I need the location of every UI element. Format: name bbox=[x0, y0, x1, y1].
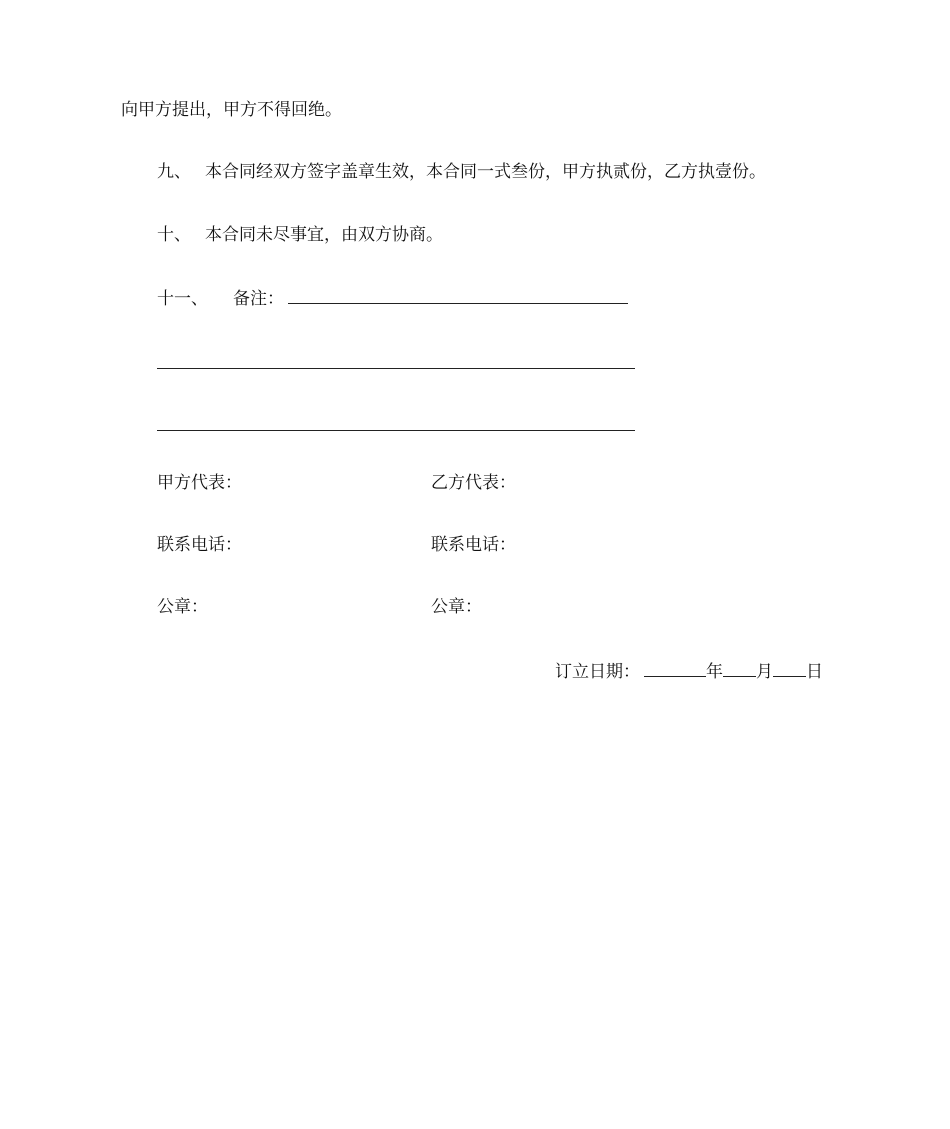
remarks-label: 备注： bbox=[233, 289, 284, 309]
remarks-blank-line-3[interactable] bbox=[157, 430, 635, 431]
clause-10-text: 本合同未尽事宜，由双方协商。 bbox=[205, 225, 443, 245]
party-a-seal-label: 公章： bbox=[157, 597, 208, 617]
year-label: 年 bbox=[706, 662, 723, 682]
remarks-blank-line-2[interactable] bbox=[157, 368, 635, 369]
clause-9 bbox=[157, 161, 766, 183]
month-label: 月 bbox=[756, 662, 773, 682]
party-b-phone-label: 联系电话： bbox=[431, 535, 516, 555]
clause-continuation bbox=[121, 99, 342, 121]
party-a-representative-label: 甲方代表： bbox=[157, 473, 242, 493]
clause-9-number: 九、 bbox=[157, 162, 191, 182]
party-b-seal bbox=[431, 596, 482, 618]
day-label: 日 bbox=[806, 662, 823, 682]
party-a-phone-label: 联系电话： bbox=[157, 535, 242, 555]
party-a-phone bbox=[157, 534, 242, 556]
remarks-blank-line[interactable] bbox=[288, 286, 628, 304]
signing-date bbox=[555, 659, 823, 683]
day-blank[interactable] bbox=[773, 659, 806, 677]
party-a-seal bbox=[157, 596, 208, 618]
clause-10-number: 十、 bbox=[157, 225, 191, 245]
party-b-representative-label: 乙方代表： bbox=[431, 473, 516, 493]
party-b-representative bbox=[431, 472, 516, 494]
party-a-representative bbox=[157, 472, 242, 494]
clause-11 bbox=[157, 286, 628, 310]
clause-11-number: 十一、 bbox=[157, 289, 208, 309]
party-b-phone bbox=[431, 534, 516, 556]
signing-date-label: 订立日期： bbox=[555, 662, 640, 682]
clause-10 bbox=[157, 224, 443, 246]
clause-9-text: 本合同经双方签字盖章生效，本合同一式叁份，甲方执贰份，乙方执壹份。 bbox=[205, 162, 766, 182]
party-b-seal-label: 公章： bbox=[431, 597, 482, 617]
month-blank[interactable] bbox=[723, 659, 756, 677]
year-blank[interactable] bbox=[644, 659, 706, 677]
clause-continuation-text: 向甲方提出，甲方不得回绝。 bbox=[121, 100, 342, 120]
